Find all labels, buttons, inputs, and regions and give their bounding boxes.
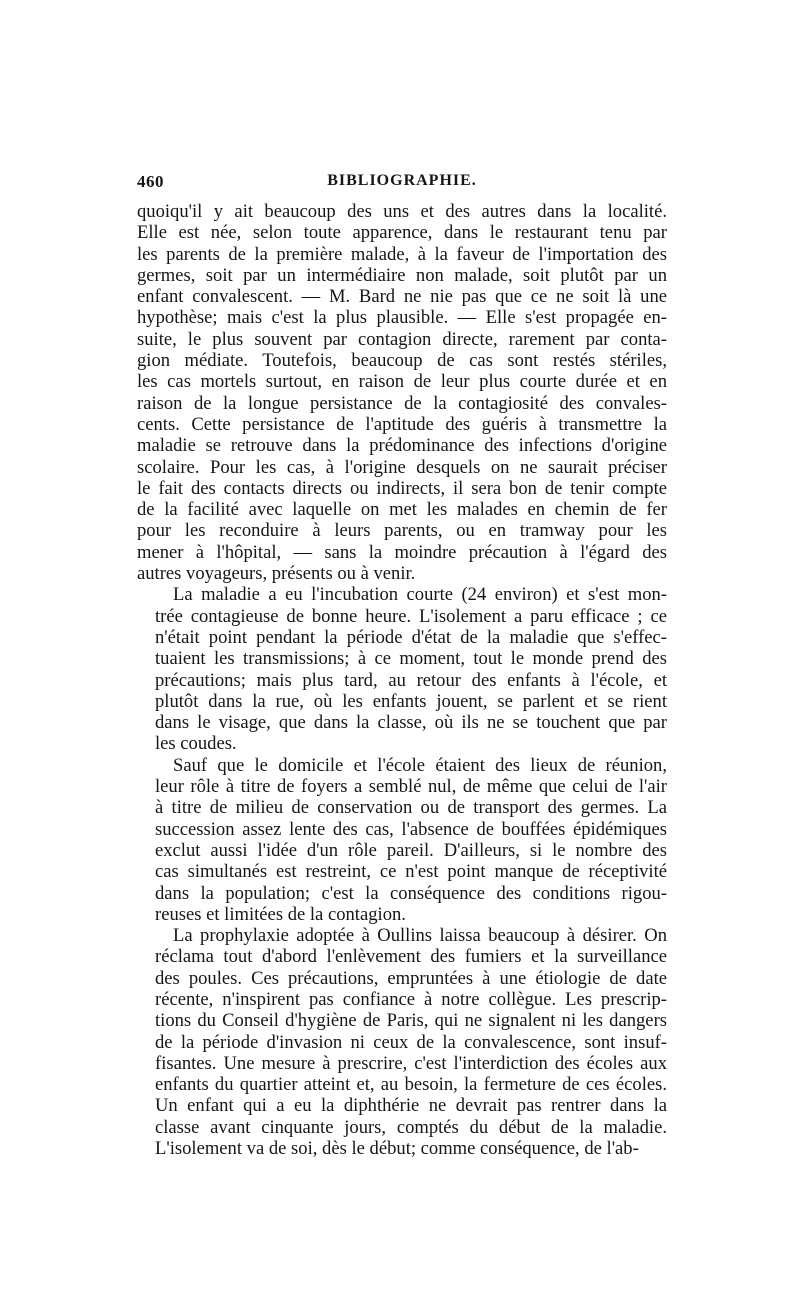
text-line: réclama tout d'abord l'enlèvement des fumiers et la surveillance [155,946,667,968]
text-line: classe avant cinquante jours, comptés du début de la maladie. [155,1116,667,1138]
text-line: tuaient les transmissions; à ce moment, tout le monde prend des [155,648,667,670]
paragraph [137,584,667,754]
text-line: enfants du quartier atteint et, au besoin, la fermeture de ces écoles. [155,1074,667,1096]
paragraph [137,201,667,584]
text-line: gion médiate. Toutefois, beaucoup de cas sont restés stériles, [137,350,667,372]
paragraph [137,755,667,925]
text-line: enfant convalescent. — M. Bard ne nie pas que ce ne soit là une [137,286,667,308]
text-line: hypothèse; mais c'est la plus plausible. — Elle s'est propagée en- [137,307,667,329]
text-line: L'isolement va de soi, dès le début; comme conséquence, de l'ab- [155,1138,639,1160]
text-line: pour les reconduire à leurs parents, ou en tramway pour les [137,520,667,542]
paragraph [137,925,667,1159]
text-line: précautions; mais plus tard, au retour des enfants à l'école, et [155,669,667,691]
text-line: quoiqu'il y ait beaucoup des uns et des autres dans la localité. [137,201,667,222]
text-line: autres voyageurs, présents ou à venir. [137,563,416,585]
text-line: cas simultanés est restreint, ce n'est point manque de réceptivité [155,861,667,883]
text-line: La prophylaxie adoptée à Oullins laissa beaucoup à désirer. On [173,925,667,947]
text-line: dans la population; c'est la conséquence des conditions rigou- [155,882,667,904]
text-line: mener à l'hôpital, — sans la moindre précaution à l'égard des [137,541,667,563]
text-line: maladie se retrouve dans la prédominance des infections d'origine [137,435,667,457]
text-line: le fait des contacts directs ou indirects, il sera bon de tenir compte [137,477,667,499]
text-line: des poules. Ces précautions, empruntées à une étiologie de date [155,967,667,989]
text-line: scolaire. Pour les cas, à l'origine desquels on ne saurait préciser [137,456,667,478]
text-line: les parents de la première malade, à la faveur de l'importation des [137,243,667,265]
text-line: exclut aussi l'idée d'un rôle pareil. D'ailleurs, si le nombre des [155,839,667,861]
text-line: trée contagieuse de bonne heure. L'isolement a paru efficace ; ce [155,605,667,627]
body-text [137,201,667,1159]
text-line: tions du Conseil d'hygiène de Paris, qui ne signalent ni les dangers [155,1010,667,1032]
text-line: les coudes. [155,733,237,755]
text-line: fisantes. Une mesure à prescrire, c'est l'interdiction des écoles aux [155,1052,667,1074]
text-line: plutôt dans la rue, où les enfants jouent, se parlent et se rient [155,690,667,712]
text-line: Sauf que le domicile et l'école étaient des lieux de réunion, [173,754,667,776]
text-line: reuses et limitées de la contagion. [155,903,406,925]
page-header [137,172,667,196]
text-line: récente, n'inspirent pas confiance à notre collègue. Les prescrip- [155,988,667,1010]
text-line: n'était point pendant la période d'état de la maladie que s'effec- [155,626,667,648]
text-line: succession assez lente des cas, l'absence de bouffées épidémiques [155,818,667,840]
text-line: Un enfant qui a eu la diphthérie ne devrait pas rentrer dans la [155,1095,667,1117]
running-head: BIBLIOGRAPHIE. [327,172,477,189]
text-line: leur rôle à titre de foyers a semblé nul, de même que celui de l'air [155,776,667,798]
text-line: de la période d'invasion ni ceux de la convalescence, sont insuf- [155,1031,667,1053]
text-line: cents. Cette persistance de l'aptitude des guéris à transmettre la [137,413,667,435]
text-line: raison de la longue persistance de la contagiosité des convales- [137,392,667,414]
text-line: les cas mortels surtout, en raison de leur plus courte durée et en [137,371,667,393]
text-line: de la facilité avec laquelle on met les malades en chemin de fer [137,499,667,521]
text-line: Elle est née, selon toute apparence, dans le restaurant tenu par [137,222,667,244]
text-line: dans le visage, que dans la classe, où ils ne se touchent que par [155,712,667,734]
text-line: germes, soit par un intermédiaire non malade, soit plutôt par un [137,264,667,286]
text-line: suite, le plus souvent par contagion directe, rarement par conta- [137,328,667,350]
page-number: 460 [137,172,164,191]
text-line: à titre de milieu de conservation ou de transport des germes. La [155,797,667,819]
text-line: La maladie a eu l'incubation courte (24 environ) et s'est mon- [173,584,667,606]
